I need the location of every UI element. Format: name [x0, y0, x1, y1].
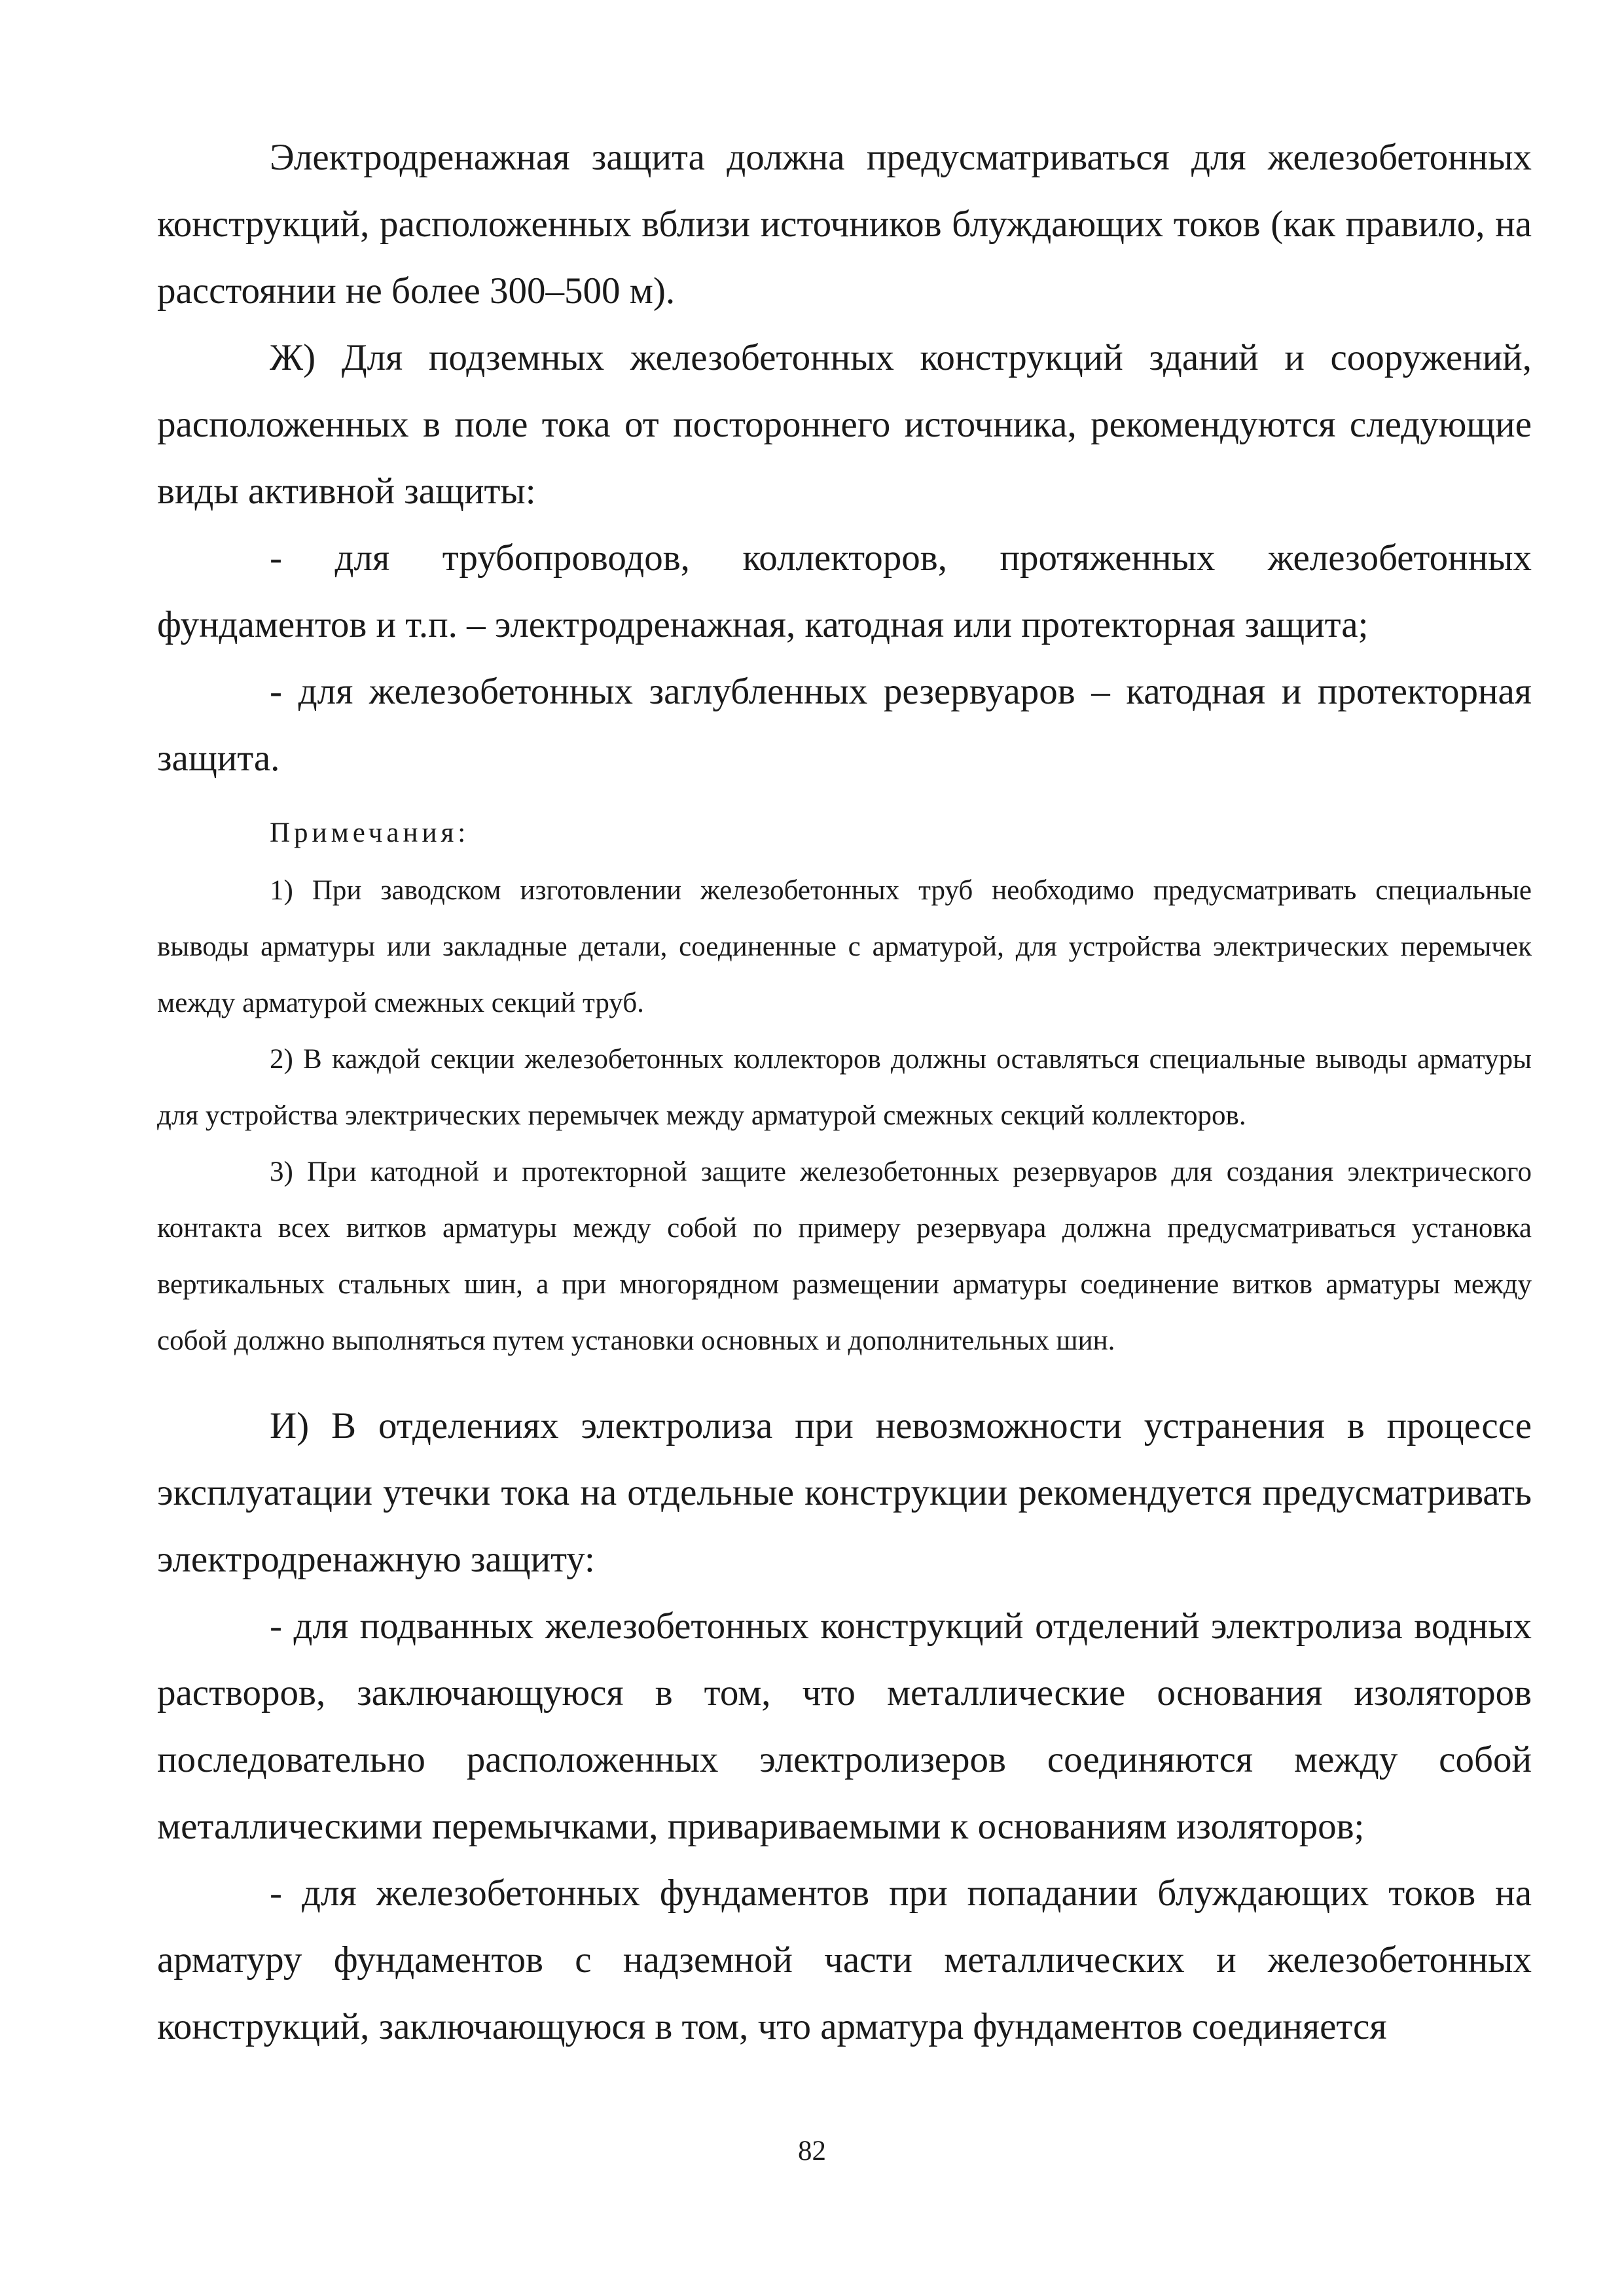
list-item-reservoirs: - для железобетонных заглубленных резервуаров – катодная и протекторная защита.	[157, 671, 1532, 779]
list-item-pipelines: - для трубопроводов, коллекторов, протяженных железобетонных фундаментов и т.п. – электродренажная, катодная или протекторная защита;	[157, 537, 1532, 645]
paragraph-electrodrainage: Электродренажная защита должна предусматриваться для железобетонных конструкций, расположенных вблизи источников блуждающих токов (как правило, на расстоянии не более 300–500 м).	[157, 137, 1532, 312]
page-number: 82	[798, 2136, 826, 2166]
list-item-bath-structures: - для подванных железобетонных конструкций отделений электролиза водных растворов, заключающуюся в том, что металлические основания изоляторов последовательно расположенных электролизеров соединяются между собой металлическими перемычками, привариваемыми к основаниям изоляторов;	[157, 1605, 1532, 1847]
document-page	[157, 124, 1532, 2060]
note-2: 2) В каждой секции железобетонных коллекторов должны оставляться специальные выводы арматуры для устройства электрических перемычек между арматурой смежных секций коллекторов.	[157, 1044, 1532, 1131]
section-gap	[157, 1369, 1532, 1393]
note-3: 3) При катодной и протекторной защите железобетонных резервуаров для создания электрического контакта всех витков арматуры между собой по примеру резервуара должна предусматриваться установка вертикальных стальных шин, а при многорядном размещении арматуры соединение витков арматуры между собой должно выполняться путем установки основных и дополнительных шин.	[157, 1157, 1532, 1356]
paragraph-zh-underground: Ж) Для подземных железобетонных конструкций зданий и сооружений, расположенных в поле тока от постороннего источника, рекомендуются следующие виды активной защиты:	[157, 337, 1532, 512]
notes-heading: Примечания:	[270, 817, 470, 848]
note-1: 1) При заводском изготовлении железобетонных труб необходимо предусматривать специальные выводы арматуры или закладные детали, соединенные с арматурой, для устройства электрических перемычек между арматурой смежных секций труб.	[157, 875, 1532, 1018]
list-item-foundations: - для железобетонных фундаментов при попадании блуждающих токов на арматуру фундаментов с надземной части металлических и железобетонных конструкций, заключающуюся в том, что арматура фундаментов соединяется	[157, 1873, 1532, 2047]
paragraph-i-electrolysis: И) В отделениях электролиза при невозможности устранения в процессе эксплуатации утечки тока на отдельные конструкции рекомендуется предусматривать электродренажную защиту:	[157, 1405, 1532, 1580]
